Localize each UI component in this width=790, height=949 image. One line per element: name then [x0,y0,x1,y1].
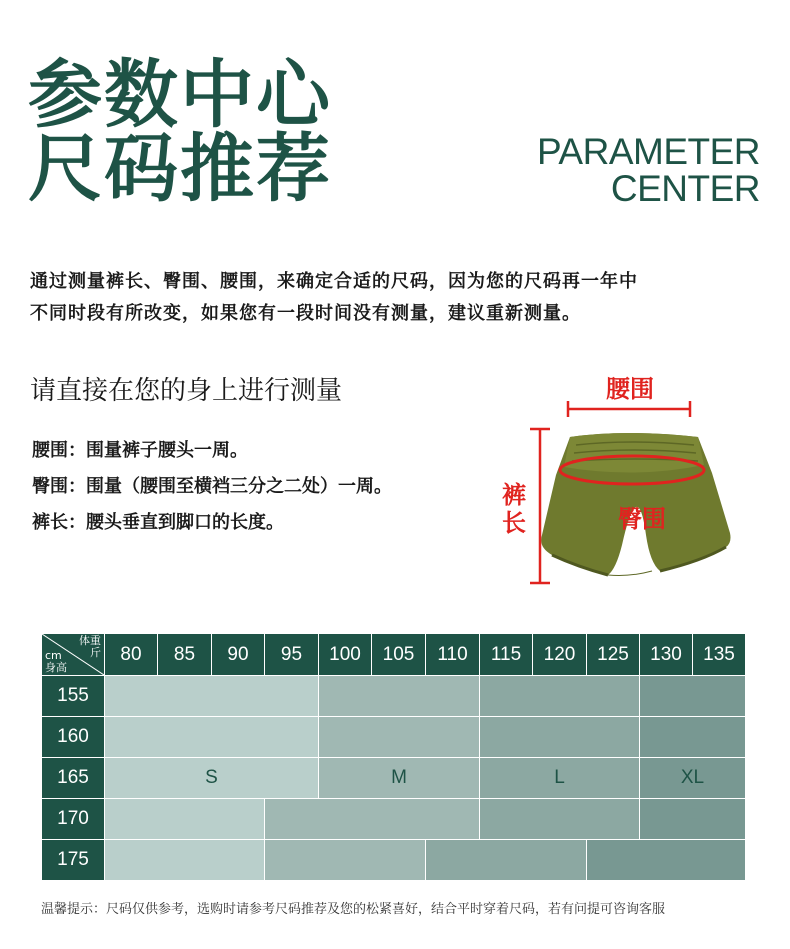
height-header: 165 [42,758,105,799]
weight-header: 90 [212,634,265,676]
size-cell-s [105,676,319,717]
weight-header: 115 [480,634,533,676]
size-cell-m: M [319,758,480,799]
waist-instruction: 腰围：围量裤子腰头一周。 [32,440,248,461]
table-corner [42,634,105,676]
corner-weight-1: 体重 [79,634,101,647]
size-cell-xl [640,676,746,717]
corner-height-1: cm [45,649,62,662]
size-cell-l [480,717,640,758]
size-table [41,633,746,881]
waist-label: 腰围 [606,375,654,403]
size-cell-m [319,676,480,717]
height-header: 155 [42,676,105,717]
weight-header: 105 [372,634,426,676]
hip-instruction: 臀围：围量（腰围至横裆三分之二处）一周。 [32,476,392,497]
size-cell-l [426,840,587,881]
intro-line2: 不同时段有所改变，如果您有一段时间没有测量，建议重新测量。 [30,303,581,324]
hip-label: 臀围 [618,505,666,533]
size-cell-xl: XL [640,758,746,799]
size-cell-xl [640,717,746,758]
weight-header: 120 [533,634,587,676]
size-cell-l [480,676,640,717]
weight-header: 80 [105,634,158,676]
size-cell-xl [587,840,746,881]
shorts-diagram [490,365,750,595]
length-label-2: 长 [502,509,526,537]
weight-header: 135 [693,634,746,676]
weight-header: 125 [587,634,640,676]
waistband [564,433,704,473]
size-cell-m [265,799,480,840]
weight-header: 85 [158,634,212,676]
height-header: 175 [42,840,105,881]
weight-header: 100 [319,634,372,676]
title-cn-line1: 参数中心 [28,52,332,138]
title-cn-line2: 尺码推荐 [28,126,332,212]
weight-header: 130 [640,634,693,676]
size-cell-s [105,717,319,758]
corner-weight-2: 斤 [90,646,101,659]
measure-heading: 请直接在您的身上进行测量 [30,376,343,406]
length-label-1: 裤 [502,481,526,509]
size-cell-l: L [480,758,640,799]
title-en-line2: CENTER [610,168,760,209]
intro-line1: 通过测量裤长、臀围、腰围，来确定合适的尺码，因为您的尺码再一年中 [30,271,638,292]
size-cell-s: S [105,758,319,799]
size-cell-l [480,799,640,840]
weight-header: 95 [265,634,319,676]
weight-header: 110 [426,634,480,676]
title-en-line1: PARAMETER [536,131,760,172]
size-cell-xl [640,799,746,840]
tip-text: 温馨提示：尺码仅供参考，选购时请参考尺码推荐及您的松紧喜好，结合平时穿着尺码，若有问提可咨询客服 [41,902,666,917]
size-cell-m [265,840,426,881]
length-instruction: 裤长：腰头垂直到脚口的长度。 [32,512,284,533]
height-header: 160 [42,717,105,758]
size-cell-s [105,840,265,881]
size-cell-m [319,717,480,758]
height-header: 170 [42,799,105,840]
size-cell-s [105,799,265,840]
corner-height-2: 身高 [45,661,67,674]
